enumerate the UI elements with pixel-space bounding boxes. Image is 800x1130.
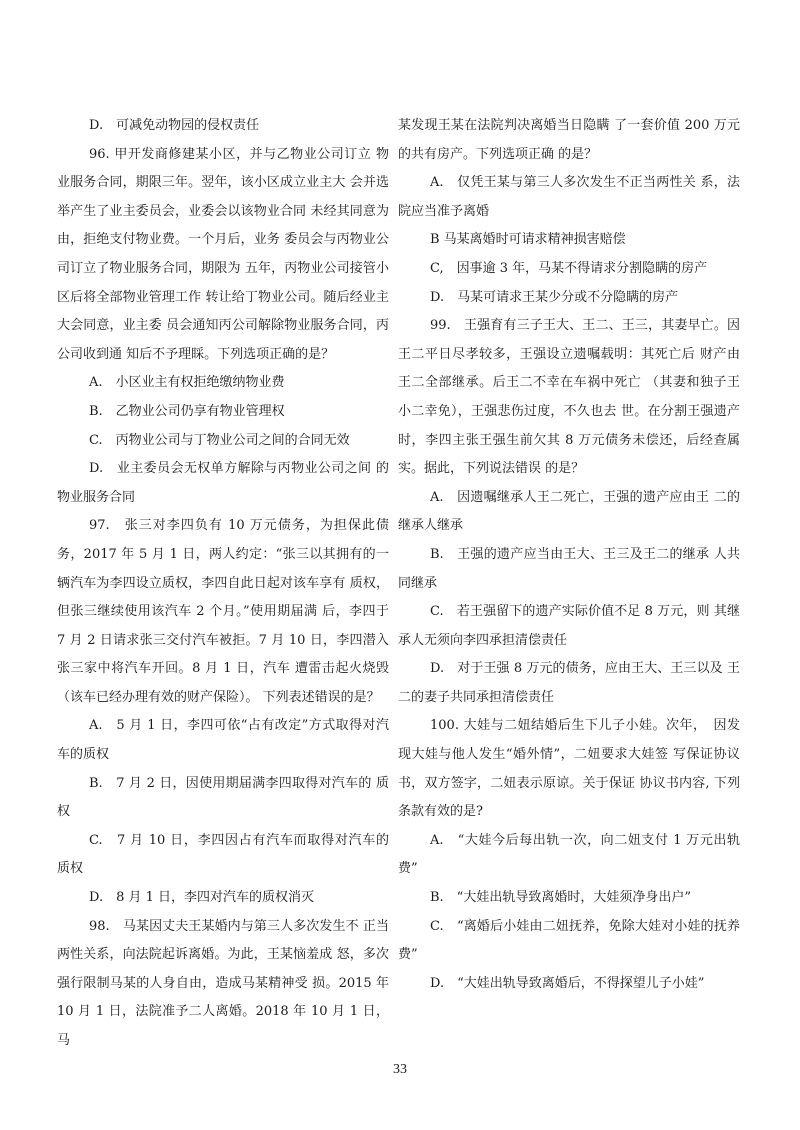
question-99: 99. 王强育有三子王大、王二、王三，其妻早亡。因王二平日尽孝较多，王强设立遗嘱载明：其死亡后 财产由王二全部继承。后王二不幸在车祸中死亡 （其妻和独子王小二幸免），王强悲伤过度，不久也去 世。在分割王强遗产时，李四主张王强生前欠其 8 万元债务未偿还，后经查属实。据此，下列说法错误 的是？	[398, 318, 740, 477]
option-100-c: C. “离婚后小娃由二妞抚养，免除大娃对小娃的抚养费”	[398, 918, 740, 963]
option-98-b: B 马某离婚时可请求精神损害赔偿	[430, 232, 626, 248]
option-97-b: B. 7 月 2 日，因使用期届满李四取得对汽车的 质权	[57, 775, 389, 820]
question-98: 98. 马某因丈夫王某婚内与第三人多次发生不 正当两性关系，向法院起诉离婚。为此，王某恼羞成 怒，多次强行限制马某的人身自由，造成马某精神受 损。2015 年 10 月 1 日，法院准予二人离婚。2018 年 10 月 1 日，马	[57, 918, 389, 1048]
option-99-c: C. 若王强留下的遗产实际价值不足 8 万元，则 其继承人无须向李四承担清偿责任	[398, 604, 740, 648]
option-95-d: D. 可减免动物园的侵权责任	[89, 118, 260, 133]
question-97: 97. 张三对李四负有 10 万元债务，为担保此债 务，2017 年 5 月 1 日，两人约定：“张三以其拥有的一 辆汽车为李四设立质权，李四自此日起对该车享有 质权，但张三继续使用该汽车 2 个月。”使用期届满 后，李四于 7 月 2 日请求张三交付汽车被拒。7 月 10 日，李四潜入张三家中将汽车开回。8 月 1 日，汽车 遭雷击起火烧毁（该车已经办理有效的财产保险）。 下列表述错误的是？	[57, 518, 389, 705]
option-97-a: A. 5 月 1 日，李四可依“占有改定”方式取得对汽车的质权	[57, 718, 389, 763]
option-97-d: D. 8 月 1 日，李四对汽车的质权消灭	[89, 890, 315, 906]
option-100-d: D. “大娃出轨导致离婚后，不得探望儿子小娃”	[430, 975, 705, 991]
right-column	[398, 112, 740, 998]
question-100: 100. 大娃与二妞结婚后生下儿子小娃。次年， 因发现大娃与他人发生“婚外情”，二妞要求大娃签 写保证协议书，双方签字，二妞表示原谅。关于保证 协议书内容, 下列条款有效的是?	[398, 718, 740, 820]
option-96-c: C. 丙物业公司与丁物业公司之间的合同无效	[89, 432, 350, 448]
question-98-continued: 某发现王某在法院判决离婚当日隐瞒 了一套价值 200 万元的共有房产。下列选项正确 的是？	[398, 118, 740, 162]
option-99-a: A. 因遗嘱继承人王二死亡，王强的遗产应由王 二的继承人继承	[398, 489, 740, 534]
option-96-a: A. 小区业主有权拒绝缴纳物业费	[89, 375, 285, 391]
option-98-c: C, 因事逾 3 年，马某不得请求分割隐瞒的房产	[430, 260, 708, 276]
question-96: 96. 甲开发商修建某小区，并与乙物业公司订立 物业服务合同，期限三年。翌年，该小区成立业主大 会并选举产生了业主委员会，业委会以该物业合同 未经其同意为由，拒绝支付物业费。一个月后，业务 委员会与丙物业公司订立了物业服务合同，期限为 五年，丙物业公司接管小区后将全部物业管理工作 转让给丁物业公司。随后经业主大会同意，业主委 员会通知丙公司解除物业服务合同，丙公司收到通 知后不予理睬。下列选项正确的是？	[57, 146, 389, 362]
option-96-b: B. 乙物业公司仍享有物业管理权	[89, 403, 285, 419]
option-98-d: D. 马某可请求王某少分或不分隐瞒的房产	[430, 289, 679, 305]
option-99-d: D. 对于王强 8 万元的债务，应由王大、王三以及 王二的妻子共同承担清偿责任	[398, 661, 740, 705]
option-99-b: B. 王强的遗产应当由王大、王三及王二的继承 人共同继承	[398, 546, 740, 591]
option-98-a: A. 仅凭王某与第三人多次发生不正当两性关 系，法院应当准予离婚	[398, 175, 740, 219]
page-number: 33	[393, 1062, 407, 1077]
left-column	[57, 112, 389, 1056]
option-97-c: C. 7 月 10 日，李四因占有汽车而取得对汽车的 质权	[57, 832, 389, 877]
option-96-d: D. 业主委员会无权单方解除与丙物业公司之间 的物业服务合同	[57, 461, 389, 505]
option-100-b: B. “大娃出轨导致离婚时，大娃须净身出户”	[430, 890, 691, 906]
option-100-a: A. “大娃今后每出轨一次，向二妞支付 1 万元出轨费”	[398, 832, 740, 877]
